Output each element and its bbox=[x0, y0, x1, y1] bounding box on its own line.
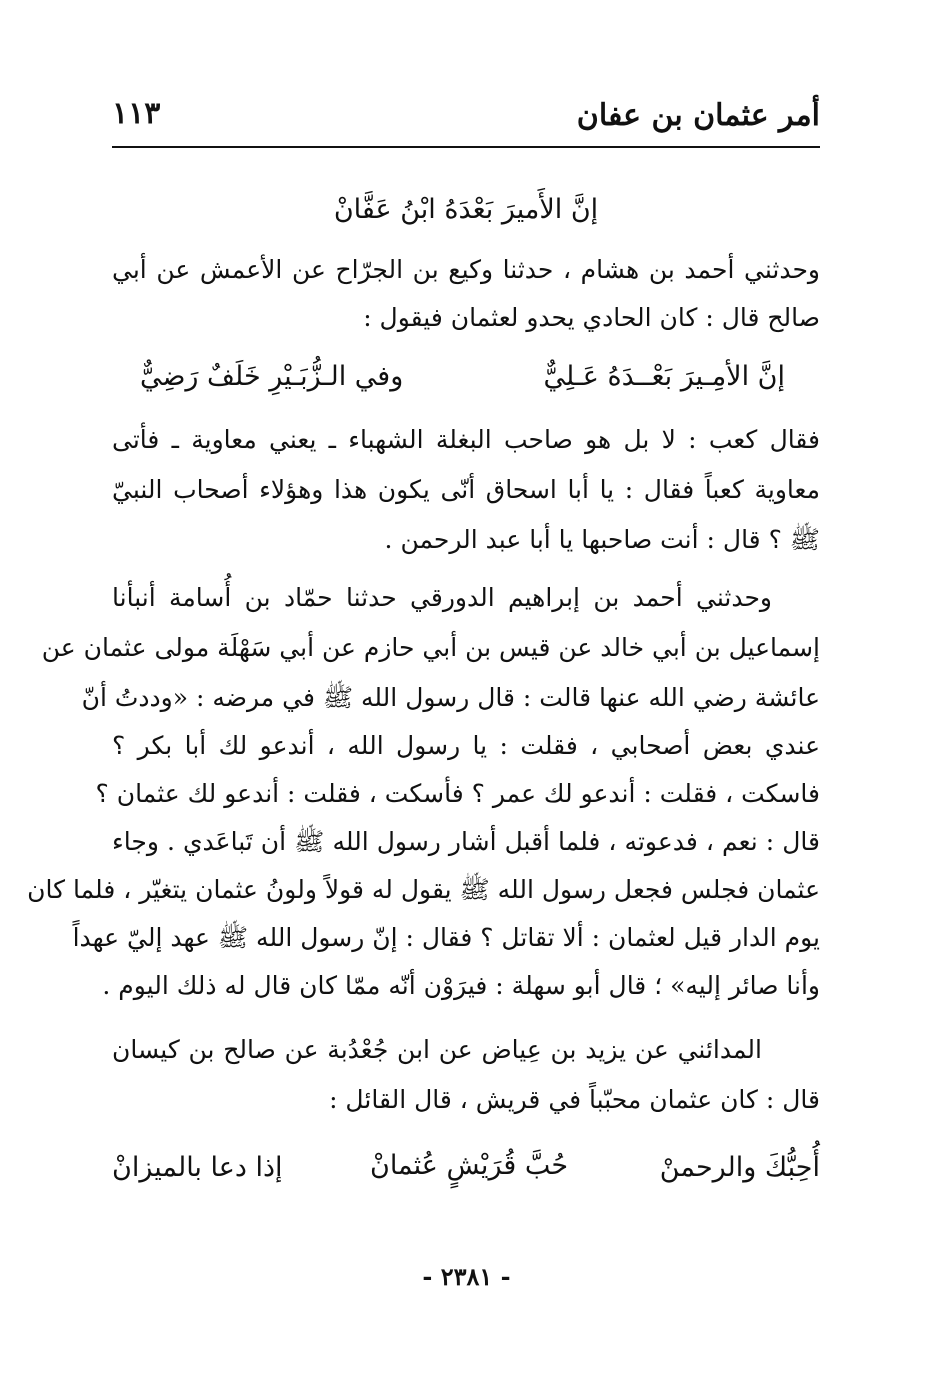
page-header bbox=[112, 92, 820, 148]
verse-hemistich: إنَّ الأمِـيرَ بَعْــدَهُ عَـلِيٌّ bbox=[543, 361, 785, 392]
verse-part: أُحِبُّكَ والرحمنْ bbox=[659, 1152, 820, 1183]
text-line: عائشة رضي الله عنها قالت : قال رسول الله ﷺ في مرضه : «وددتُ أنّ bbox=[81, 683, 820, 712]
text-line: فاسكت ، فقلت : أندعو لك عمر ؟ فأسكت ، فقلت : أندعو لك عثمان ؟ bbox=[95, 779, 820, 808]
running-title: أمر عثمان بن عفان bbox=[576, 98, 820, 133]
header-rule bbox=[112, 146, 820, 148]
text-line: عندي بعض أصحابي ، فقلت : يا رسول الله ، أندعو لك أبا بكر ؟ bbox=[112, 731, 820, 760]
verse-part: إذا دعا بالميزانْ bbox=[112, 1152, 283, 1183]
text-line: قال : نعم ، فدعوته ، فلما أقبل أشار رسول الله ﷺ أن تَباعَدي . وجاء bbox=[112, 827, 820, 856]
text-line: وأنا صائر إليه» ؛ قال أبو سهلة : فيرَوْن أنّه ممّا كان قال له ذلك اليوم . bbox=[102, 971, 820, 1000]
text-line: يوم الدار قيل لعثمان : ألا تقاتل ؟ فقال : إنّ رسول الله ﷺ عهد إليّ عهداً bbox=[72, 923, 820, 952]
text-line: عثمان فجلس فجعل رسول الله ﷺ يقول له قولاً ولونُ عثمان يتغيّر ، فلما كان bbox=[27, 875, 820, 904]
text-line: صالح قال : كان الحادي يحدو لعثمان فيقول : bbox=[363, 303, 820, 332]
verse-hemistich: وفي الـزُّبَـيْرِ خَلَفٌ رَضِيٌّ bbox=[140, 361, 404, 392]
text-line: ﷺ ؟ قال : أنت صاحبها يا أبا عبد الرحمن . bbox=[384, 525, 820, 554]
verse-part: حُبَّ قُرَيْشٍ عُثمانْ bbox=[370, 1150, 569, 1181]
page-number-bottom: - ٢٣٨١ - bbox=[422, 1262, 511, 1291]
text-line: قال : كان عثمان محبّباً في قريش ، قال القائل : bbox=[329, 1085, 820, 1114]
text-line: إسماعيل بن أبي خالد عن قيس بن أبي حازم عن أبي سَهْلَة مولى عثمان عن bbox=[41, 633, 820, 662]
verse-line: إنَّ الأَميرَ بَعْدَهُ ابْنُ عَفَّانْ bbox=[333, 194, 599, 225]
text-line: فقال كعب : لا بل هو صاحب البغلة الشهباء ـ يعني معاوية ـ فأتى bbox=[112, 425, 820, 454]
page-number-top: ١١٣ bbox=[112, 96, 161, 131]
text-line: المدائني عن يزيد بن عِياض عن ابن جُعْدُبة عن صالح بن كيسان bbox=[112, 1035, 762, 1064]
text-line: وحدثني أحمد بن هشام ، حدثنا وكيع بن الجرّاح عن الأعمش عن أبي bbox=[112, 255, 820, 284]
text-line: وحدثني أحمد بن إبراهيم الدورقي حدثنا حمّاد بن أُسامة أنبأنا bbox=[112, 583, 772, 612]
text-line: معاوية كعباً فقال : يا أبا اسحاق أنّى يكون هذا وهؤلاء أصحاب النبيّ bbox=[112, 475, 820, 504]
